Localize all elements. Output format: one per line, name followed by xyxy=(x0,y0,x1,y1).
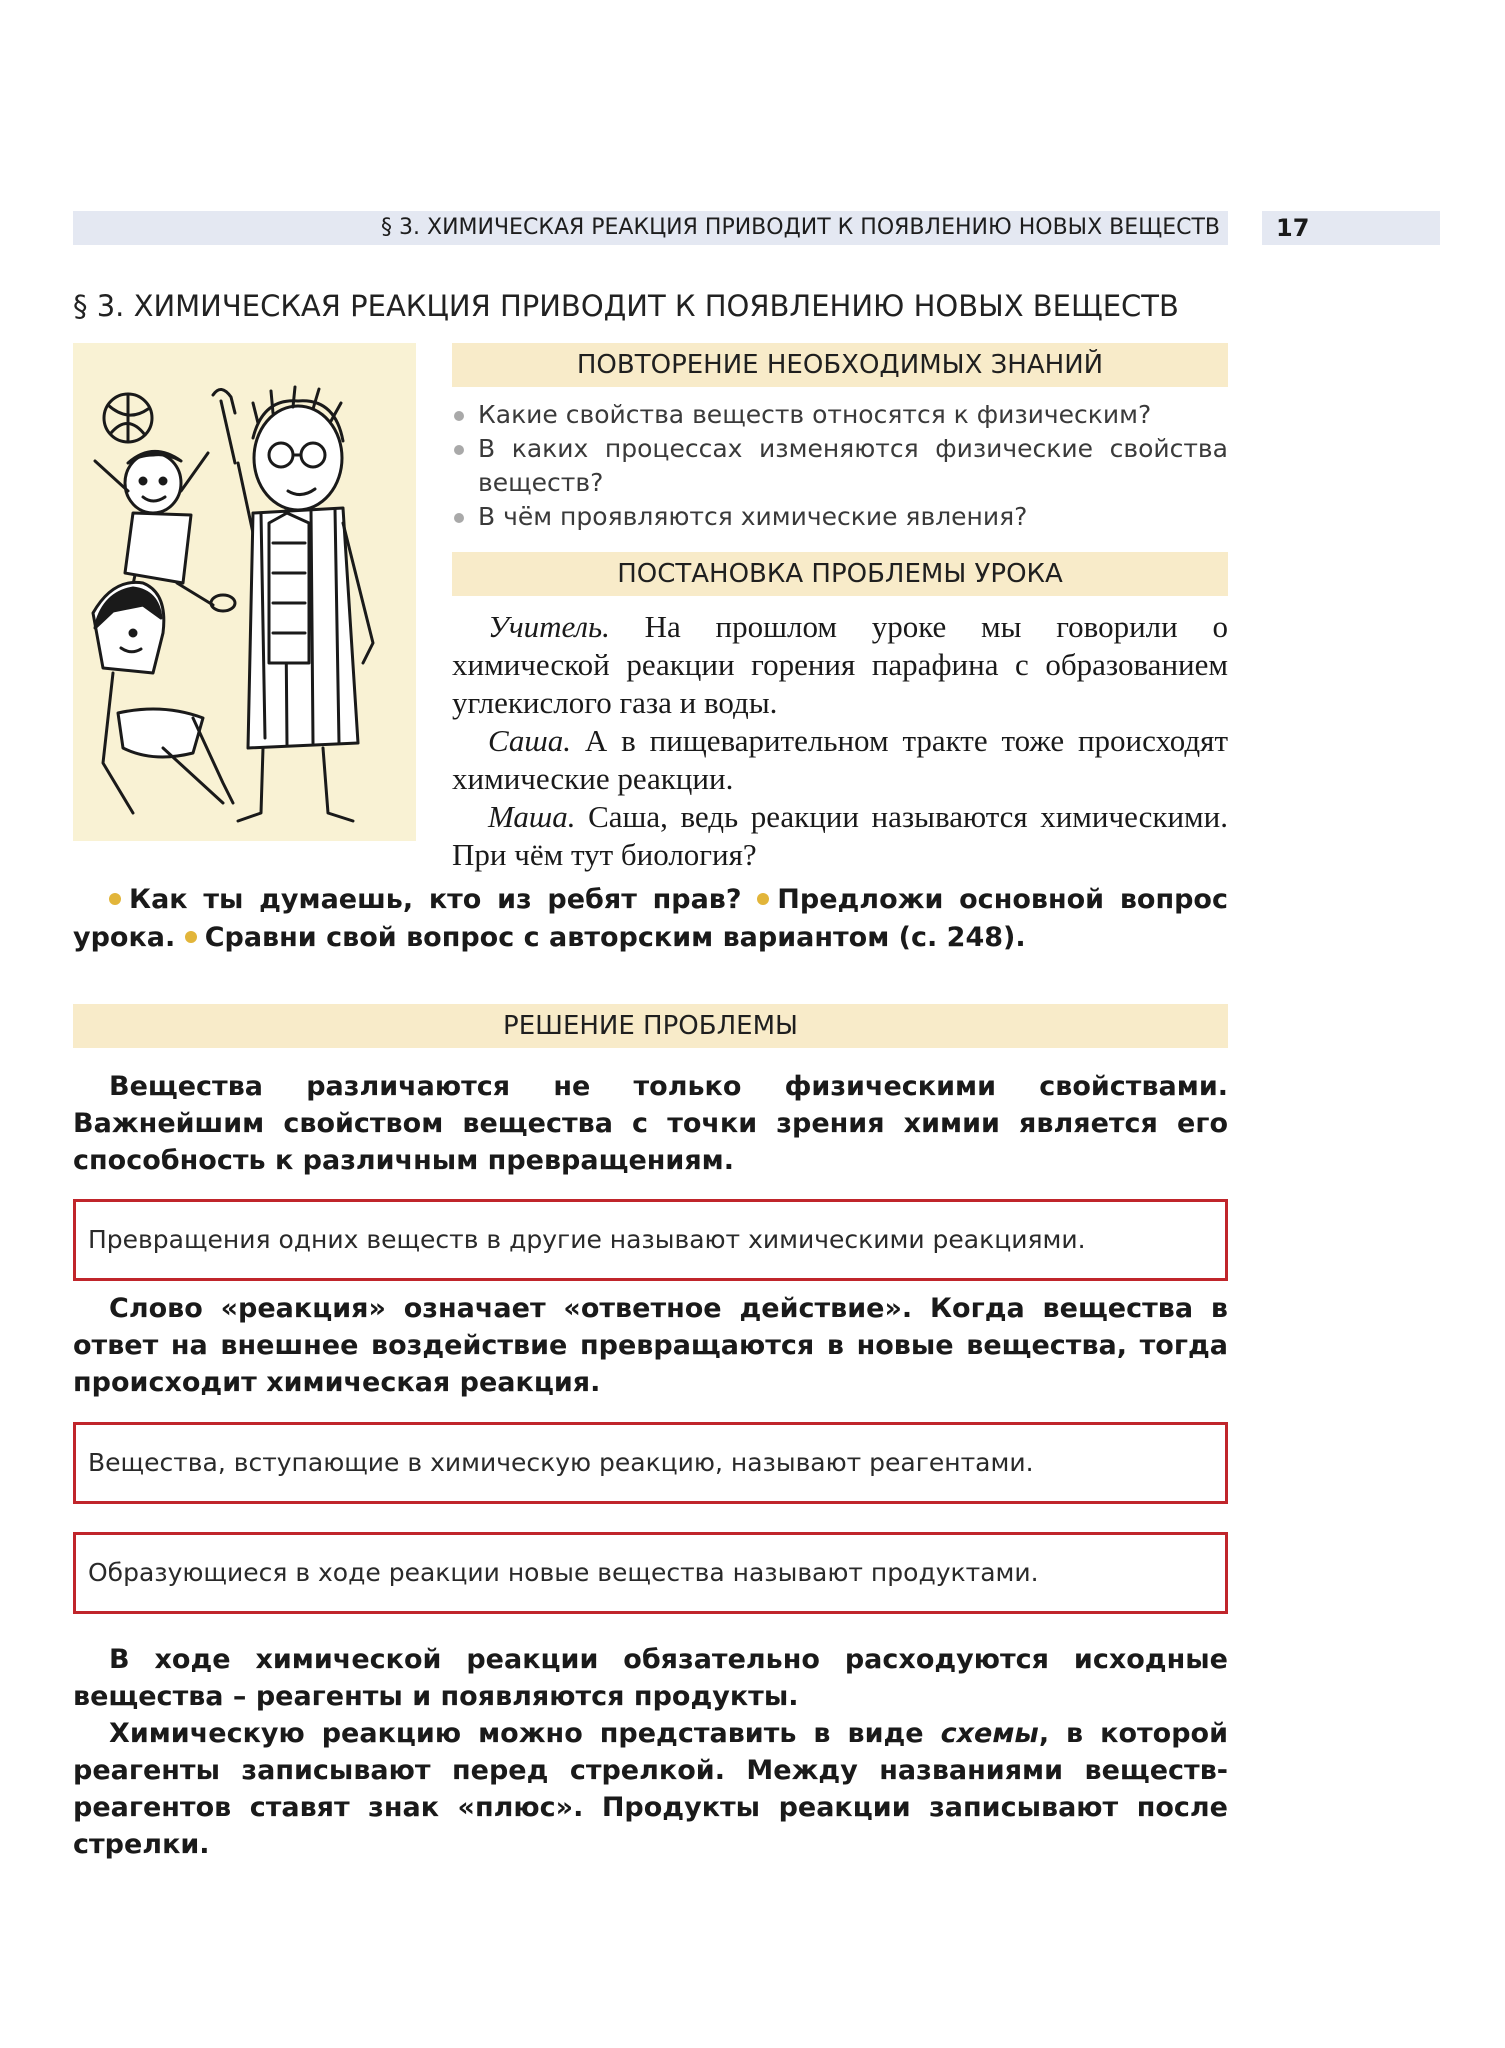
running-header: § 3. ХИМИЧЕСКАЯ РЕАКЦИЯ ПРИВОДИТ К ПОЯВЛЕНИЮ НОВЫХ ВЕЩЕСТВ xyxy=(73,211,1228,245)
dialog-text: Саша, ведь реакции называются химическими. При чём тут биология? xyxy=(452,799,1228,872)
dialog-text: А в пищеварительном тракте тоже происходят химические реакции. xyxy=(452,723,1228,796)
bullet-icon xyxy=(185,931,197,943)
review-question: Какие свойства веществ относятся к физическим? xyxy=(452,398,1228,432)
speaker: Учитель. xyxy=(488,609,610,644)
paragraph: Слово «реакция» означает «ответное действие». Когда вещества в ответ на внешнее воздействие превращаются в новые вещества, тогда происходит химическая реакция. xyxy=(73,1293,1228,1398)
text: Химическую реакцию можно представить в виде xyxy=(109,1718,941,1749)
task: Предложи основной вопрос урока. xyxy=(73,884,1228,953)
illustration xyxy=(73,343,416,841)
solution-paragraph-2 xyxy=(73,1290,1228,1401)
teacher-figure xyxy=(213,387,373,821)
girl-figure xyxy=(93,582,233,813)
dialog-line xyxy=(452,608,1228,722)
speaker: Саша. xyxy=(488,723,572,758)
emphasis: схемы xyxy=(940,1718,1039,1749)
dialog-line xyxy=(452,722,1228,798)
task-list xyxy=(73,881,1228,957)
children-and-teacher-illustration xyxy=(73,343,416,841)
dialog xyxy=(452,608,1228,874)
review-question: В каких процессах изменяются физические свойства веществ? xyxy=(452,432,1228,500)
paragraph: Вещества различаются не только физическими свойствами. Важнейшим свойством вещества с точки зрения химии является его способность к различным превращениям. xyxy=(73,1071,1228,1176)
solution-paragraph-3 xyxy=(73,1641,1228,1863)
review-heading: ПОВТОРЕНИЕ НЕОБХОДИМЫХ ЗНАНИЙ xyxy=(452,343,1228,387)
paragraph: В ходе химической реакции обязательно расходуются исходные вещества – реагенты и появляются продукты. xyxy=(73,1644,1228,1712)
definition-box-products: Образующиеся в ходе реакции новые вещества называют продуктами. xyxy=(73,1532,1228,1614)
task: Как ты думаешь, кто из ребят прав? xyxy=(129,884,742,915)
dialog-line xyxy=(452,798,1228,874)
page-number: 17 xyxy=(1262,211,1440,245)
paragraph-title: § 3. ХИМИЧЕСКАЯ РЕАКЦИЯ ПРИВОДИТ К ПОЯВЛЕНИЮ НОВЫХ ВЕЩЕСТВ xyxy=(73,289,1179,323)
text: , в которой реагенты записывают перед стрелкой. Между названиями веществ-реагентов ставят знак «плюс». Продукты реакции записывают после стрелки. xyxy=(73,1718,1228,1860)
solution-heading: РЕШЕНИЕ ПРОБЛЕМЫ xyxy=(73,1004,1228,1048)
review-question: В чём проявляются химические явления? xyxy=(452,500,1228,534)
dialog-text: На прошлом уроке мы говорили о химической реакции горения парафина с образованием углекислого газа и воды. xyxy=(452,609,1228,720)
task: Сравни свой вопрос с авторским вариантом (с. 248). xyxy=(204,922,1026,953)
problem-heading: ПОСТАНОВКА ПРОБЛЕМЫ УРОКА xyxy=(452,552,1228,596)
paragraph xyxy=(73,1715,1228,1863)
solution-paragraph-1 xyxy=(73,1068,1228,1179)
definition-box-reagents: Вещества, вступающие в химическую реакцию, называют реагентами. xyxy=(73,1422,1228,1504)
speaker: Маша. xyxy=(488,799,576,834)
bullet-icon xyxy=(109,893,121,905)
ball-icon xyxy=(104,394,152,442)
review-question-list xyxy=(452,398,1228,534)
definition-box-reactions: Превращения одних веществ в другие называют химическими реакциями. xyxy=(73,1199,1228,1281)
bullet-icon xyxy=(757,893,769,905)
